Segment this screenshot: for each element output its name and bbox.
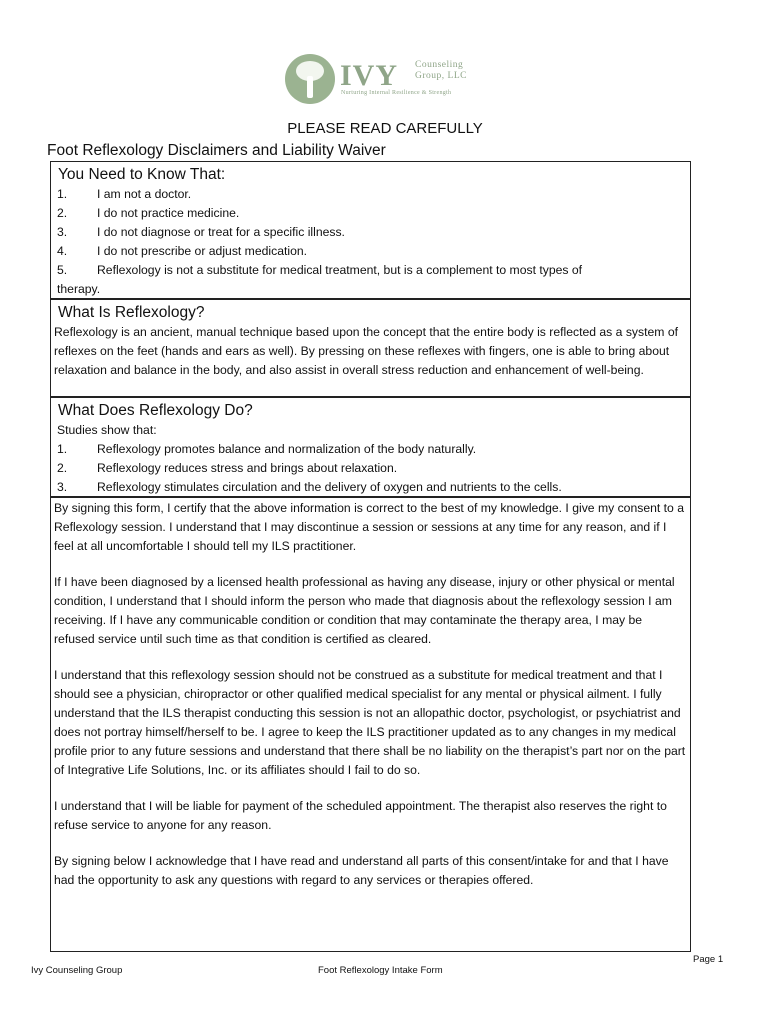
list-item: 3. Reflexology stimulates circulation and the delivery of oxygen and nutrients to the cells.: [57, 480, 562, 494]
list-item: 5. Reflexology is not a substitute for medical treatment, but is a complement to most types of therapy.: [57, 263, 583, 296]
section-what-is-reflexology: [50, 299, 691, 397]
section-heading: What Is Reflexology?: [58, 304, 205, 321]
section-text: Reflexology is an ancient, manual technique based upon the concept that the entire body is reflected as a system of reflexes on the feet (hands and ears as well). By pressing on these reflexes with fingers, one is able to bring about relaxation and balance in the body, and also assist in overall stress reduction and enhancement of well-being.: [54, 325, 678, 377]
logo-tagline: Nurturing Internal Resilience & Strength: [341, 90, 452, 96]
section-heading: What Does Reflexology Do?: [58, 402, 253, 419]
list-item: 2. I do not practice medicine.: [57, 206, 240, 220]
document-title: Foot Reflexology Disclaimers and Liability Waiver: [47, 142, 386, 159]
company-logo: [285, 54, 485, 104]
notice-heading: PLEASE READ CAREFULLY: [287, 120, 483, 137]
logo-name: IVY: [340, 59, 399, 92]
consent-paragraph: I understand that I will be liable for payment of the scheduled appointment. The therapist also reserves the right to refuse service to anyone for any reason.: [54, 799, 667, 832]
list-item: 1. Reflexology promotes balance and normalization of the body naturally.: [57, 442, 477, 456]
list-item: 2. Reflexology reduces stress and brings about relaxation.: [57, 461, 398, 475]
consent-paragraph: By signing this form, I certify that the above information is correct to the best of my knowledge. I give my consent to a Reflexology session. I understand that I may discontinue a session or sessions at any time for any reason, and if I feel at all uncomfortable I should tell my ILS practitioner.: [54, 501, 684, 553]
list-item: 4. I do not prescribe or adjust medication.: [57, 244, 308, 258]
list-item: 1. I am not a doctor.: [57, 187, 192, 201]
tree-logo-icon: [285, 54, 335, 104]
tree-trunk-icon: [307, 76, 313, 98]
consent-paragraph: I understand that this reflexology session should not be construed as a substitute for medical treatment and that I should see a physician, chiropractor or other qualified medical specialist for any mental or physical ailment. I fully understand that the ILS therapist conducting this session is not an allopathic doctor, psychologist, or psychiatrist and does not portray himself/herself to be. I agree to keep the ILS practitioner updated as to any changes in my medical profile prior to any future sessions and understand that there shall be no liability on the therapist’s part nor on the part of Integrative Life Solutions, Inc. or its affiliates should I fail to do so.: [54, 668, 686, 777]
list-item: 3. I do not diagnose or treat for a specific illness.: [57, 225, 345, 239]
footer-org: Ivy Counseling Group: [31, 965, 123, 976]
section-need-to-know: [50, 161, 691, 299]
section-consent: [50, 497, 691, 952]
section-what-does-reflexology-do: [50, 397, 691, 497]
disclaimer-list: [57, 185, 690, 299]
consent-paragraph: If I have been diagnosed by a licensed health professional as having any disease, injury or other physical or mental condition, I understand that I should inform the person who made that diagnosis about the reflexology session I am receiving. If I have any communicable condition or condition that may contaminate the therapy area, I may be refused service until such time as that condition is certified as cleared.: [54, 575, 675, 646]
consent-paragraph: By signing below I acknowledge that I have read and understand all parts of this consent/intake for and that I have had the opportunity to ask any questions with regard to any services or therapies offered.: [54, 854, 669, 887]
section-intro: Studies show that:: [57, 423, 157, 437]
section-heading: You Need to Know That:: [58, 166, 226, 183]
logo-subname: Counseling Group, LLC: [415, 60, 467, 81]
footer-form-name: Foot Reflexology Intake Form: [318, 965, 443, 976]
page-number: Page 1: [693, 954, 724, 965]
benefits-list: [57, 440, 690, 497]
